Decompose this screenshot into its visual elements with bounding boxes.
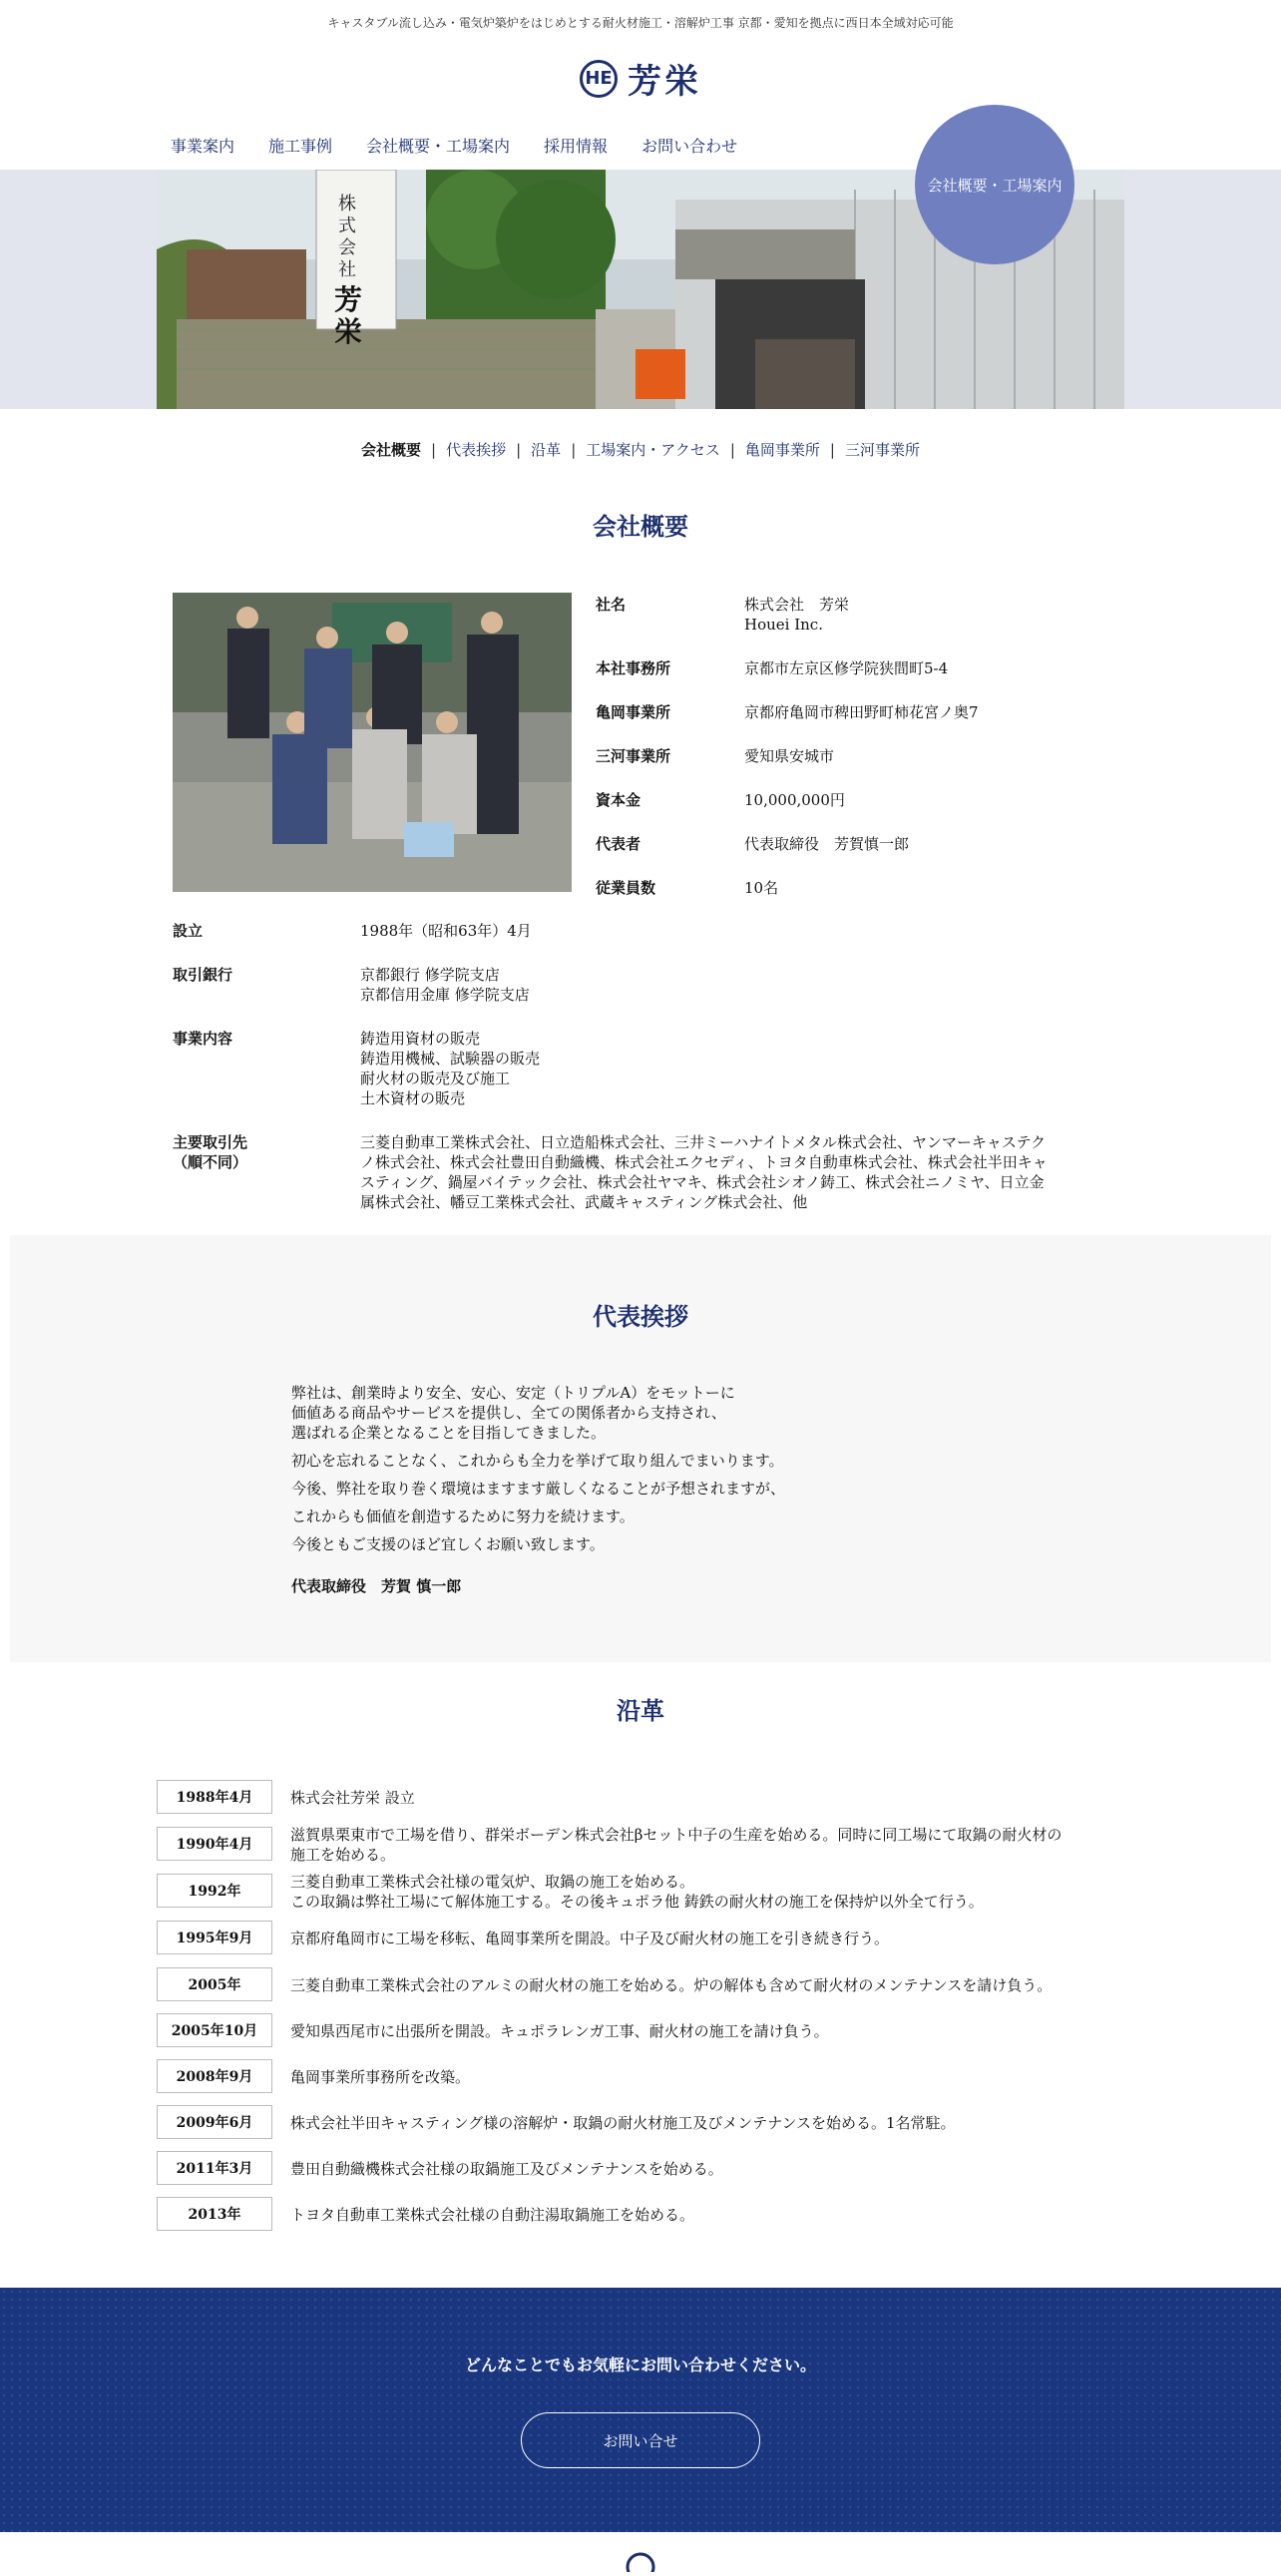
subnav-item-mikawa[interactable]: 三河事業所 bbox=[844, 441, 920, 459]
history-date: 2011年3月 bbox=[157, 2151, 272, 2185]
history-date: 2013年 bbox=[157, 2197, 272, 2231]
svg-text:式: 式 bbox=[338, 215, 356, 236]
history-date: 2009年6月 bbox=[157, 2105, 272, 2139]
greeting-line: 今後ともご支援のほど宜しくお願い致します。 bbox=[291, 1535, 605, 1553]
cta-message: どんなことでもお気軽にお問い合わせください。 bbox=[464, 2356, 816, 2374]
history-date: 2005年 bbox=[157, 1967, 272, 2001]
company-heading: 会社概要 bbox=[593, 513, 688, 541]
info-value: 株式会社 芳栄 Houei Inc. bbox=[744, 596, 850, 634]
history-text: 亀岡事業所事務所を改築。 bbox=[290, 2068, 471, 2086]
logo-mark-icon: HE bbox=[580, 60, 618, 98]
staff-group-image bbox=[173, 593, 572, 892]
info-label: 設立 bbox=[173, 922, 204, 940]
history-text: 京都府亀岡市に工場を移転、亀岡事業所を開設。中子及び耐火材の施工を引き続き行う。 bbox=[290, 1930, 890, 1947]
info-label: 取引銀行 bbox=[173, 966, 233, 984]
history-text: 滋賀県栗東市で工場を借り、群栄ボーデン株式会社βセット中子の生産を始める。同時に同工場にて取鍋の耐火材の 施工を始める。 bbox=[290, 1826, 1063, 1864]
info-label: 本社事務所 bbox=[596, 659, 671, 677]
history-text: 愛知県西尾市に出張所を開設。キュポラレンガ工事、耐火材の施工を請け負う。 bbox=[290, 2022, 829, 2040]
nav-item-company[interactable]: 会社概要・工場案内 bbox=[366, 137, 511, 156]
staff-photo bbox=[173, 593, 572, 892]
nav-item-business[interactable]: 事業案内 bbox=[171, 137, 235, 156]
history-text: 株式会社芳栄 設立 bbox=[290, 1789, 415, 1807]
greeting-heading: 代表挨拶 bbox=[593, 1303, 688, 1331]
info-value: 1988年（昭和63年）4月 bbox=[360, 922, 532, 940]
info-label: 三河事業所 bbox=[596, 747, 671, 765]
svg-text:栄: 栄 bbox=[334, 315, 363, 348]
history-text: トヨタ自動車工業株式会社様の自動注湯取鍋施工を始める。 bbox=[290, 2206, 695, 2224]
history-date: 1995年9月 bbox=[157, 1921, 272, 1954]
contact-cta-band bbox=[0, 2288, 1281, 2532]
greeting-signature: 代表取締役 芳賀 慎一郎 bbox=[291, 1577, 462, 1595]
nav-item-contact[interactable]: お問い合わせ bbox=[641, 137, 738, 156]
subnav-item-kameoka[interactable]: 亀岡事業所 bbox=[744, 441, 820, 459]
svg-text:会: 会 bbox=[338, 237, 356, 258]
info-value: 京都市左京区修学院狭間町5-4 bbox=[744, 659, 949, 677]
svg-text:芳: 芳 bbox=[334, 283, 363, 316]
nav-item-recruit[interactable]: 採用情報 bbox=[544, 137, 609, 156]
history-date: 1988年4月 bbox=[157, 1780, 272, 1814]
info-label: 従業員数 bbox=[596, 879, 656, 897]
info-value: 京都府亀岡市稗田野町柿花宮ノ奥7 bbox=[744, 703, 979, 721]
footer-logo[interactable] bbox=[0, 2552, 1281, 2576]
subnav-separator: | bbox=[516, 441, 522, 459]
info-value: 鋳造用資材の販売 鋳造用機械、試験器の販売 耐火材の販売及び施工 土木資材の販売 bbox=[360, 1030, 541, 1107]
sub-nav bbox=[0, 439, 1281, 460]
contact-button[interactable]: お問い合せ bbox=[521, 2412, 760, 2468]
info-value: 代表取締役 芳賀慎一郎 bbox=[744, 835, 910, 853]
history-text: 豊田自動織機株式会社様の取鍋施工及びメンテナンスを始める。 bbox=[290, 2160, 723, 2178]
header-tagline: キャスタブル流し込み・電気炉築炉をはじめとする耐火材施工・溶解炉工事 京都・愛知を拠点に西日本全域対応可能 bbox=[327, 16, 954, 30]
info-label: 事業内容 bbox=[173, 1030, 233, 1048]
history-date: 1992年 bbox=[157, 1874, 272, 1908]
info-value: 京都銀行 修学院支店 京都信用金庫 修学院支店 bbox=[360, 966, 530, 1004]
logo-text: 芳栄 bbox=[628, 62, 701, 102]
history-date: 2008年9月 bbox=[157, 2059, 272, 2093]
info-value: 愛知県安城市 bbox=[744, 747, 835, 765]
info-label: 主要取引先 （順不同） bbox=[173, 1133, 248, 1171]
history-heading: 沿革 bbox=[617, 1697, 664, 1725]
greeting-body bbox=[291, 1383, 1050, 1604]
subnav-item-greeting[interactable]: 代表挨拶 bbox=[446, 441, 507, 459]
subnav-item-current[interactable]: 会社概要 bbox=[361, 441, 422, 459]
nav-item-works[interactable]: 施工事例 bbox=[268, 137, 333, 156]
subnav-item-history[interactable]: 沿革 bbox=[531, 441, 562, 459]
subnav-separator: | bbox=[431, 441, 437, 459]
subnav-separator: | bbox=[729, 441, 735, 459]
svg-text:社: 社 bbox=[338, 259, 356, 280]
history-date: 1990年4月 bbox=[157, 1827, 272, 1861]
svg-text:株: 株 bbox=[338, 194, 356, 215]
info-value: 10,000,000円 bbox=[744, 791, 845, 809]
info-value: 三菱自動車工業株式会社、日立造船株式会社、三井ミーハナイトメタル株式会社、ヤンマーキャステク ノ株式会社、株式会社豊田自動織機、株式会社エクセディ、トヨタ自動車株式会社、株式会社半田キャ スティング、鍋屋バイテック会社、株式会社ヤマキ、株式会社シオノ鋳工、株式会社ニノミヤ、日立金 属株式会社、幡豆工業株式会社、武蔵キャスティング株式会社、他 bbox=[360, 1133, 1048, 1211]
info-label: 資本金 bbox=[596, 791, 641, 809]
info-label: 亀岡事業所 bbox=[596, 703, 671, 721]
main-nav bbox=[171, 134, 737, 157]
subnav-separator: | bbox=[571, 441, 577, 459]
greeting-line: 選ばれる企業となることを目指してきました。 bbox=[291, 1424, 607, 1442]
subnav-item-factory[interactable]: 工場案内・アクセス bbox=[586, 441, 720, 459]
hero-page-badge: 会社概要・工場案内 bbox=[915, 105, 1074, 264]
history-text: 三菱自動車工業株式会社のアルミの耐火材の施工を始める。炉の解体も含めて耐火材のメンテナンスを請け負う。 bbox=[290, 1976, 1053, 1994]
greeting-line: 初心を忘れることなく、これからも全力を挙げて取り組んでまいります。 bbox=[291, 1452, 784, 1470]
greeting-line: 弊社は、創業時より安全、安心、安定（トリプルA）をモットーに bbox=[291, 1384, 735, 1402]
subnav-separator: | bbox=[829, 441, 835, 459]
info-label: 社名 bbox=[596, 596, 627, 614]
info-value: 10名 bbox=[744, 879, 779, 897]
history-date: 2005年10月 bbox=[157, 2013, 272, 2047]
history-text: 株式会社半田キャスティング様の溶解炉・取鍋の耐火材施工及びメンテナンスを始める。1名常駐。 bbox=[290, 2114, 956, 2132]
greeting-line: これからも価値を創造するために努力を続けます。 bbox=[291, 1507, 635, 1525]
site-logo[interactable] bbox=[0, 54, 1281, 103]
info-label: 代表者 bbox=[596, 835, 641, 853]
history-text: 三菱自動車工業株式会社様の電気炉、取鍋の施工を始める。 この取鍋は弊社工場にて解体施工する。その後キュポラ他 鋳鉄の耐火材の施工を保持炉以外全て行う。 bbox=[290, 1873, 984, 1911]
greeting-line: 今後、弊社を取り巻く環境はますます厳しくなることが予想されますが、 bbox=[291, 1480, 786, 1498]
footer-logo-icon bbox=[626, 2552, 655, 2572]
greeting-line: 価値ある商品やサービスを提供し、全ての関係者から支持され、 bbox=[291, 1404, 726, 1422]
